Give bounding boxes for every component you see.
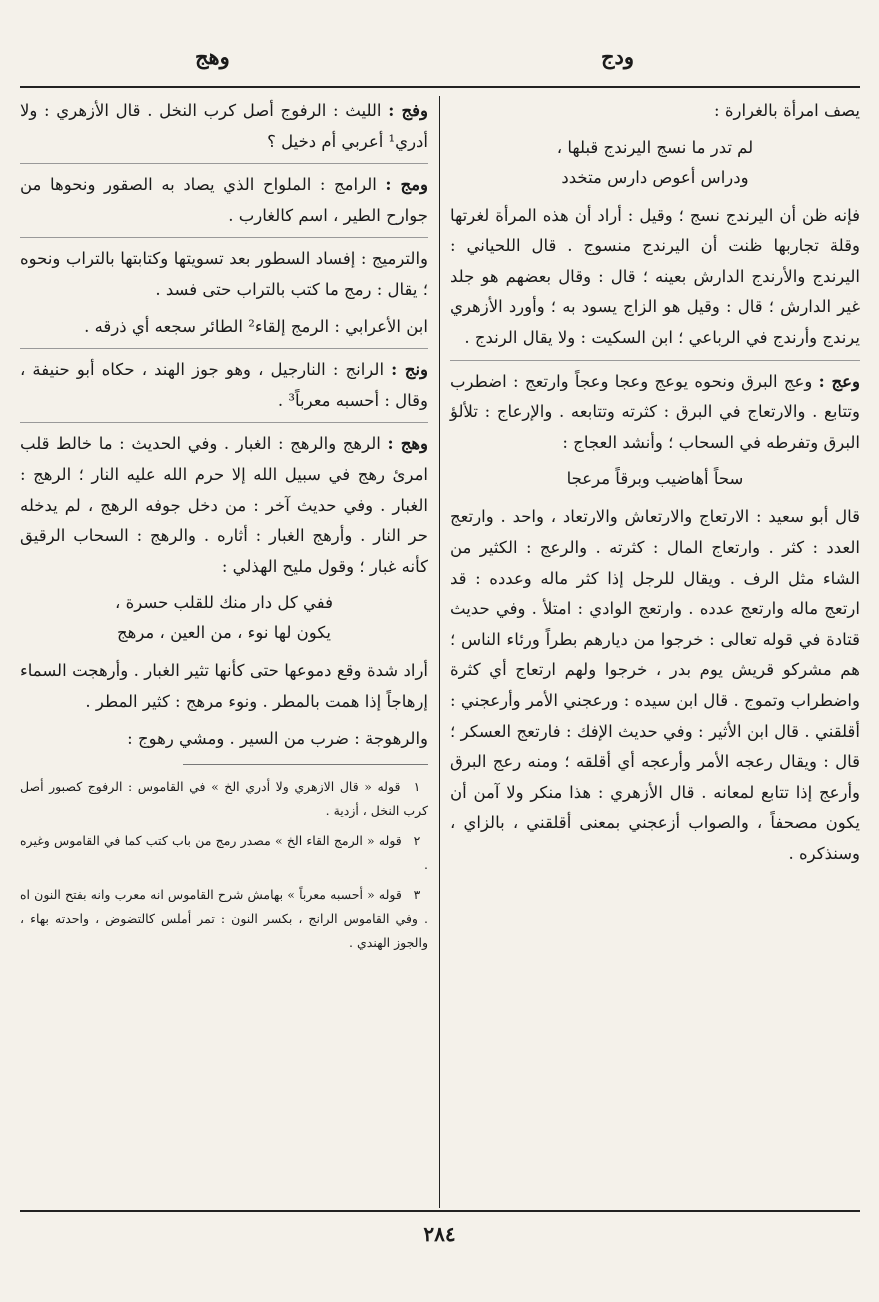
verse-line: يكون لها نوء ، من العين ، مرهج — [116, 623, 332, 643]
footnote-text: قوله « أحسبه معرباً » بهامش شرح القاموس انه معرب وانه بفتح النون اه . وفي القاموس الرانج ، بكسر النون : تمر أملس كالتضوض ، واحدته بهاء ، والجوز الهندي . — [20, 887, 428, 951]
headword: ونج : — [391, 360, 429, 380]
right-column — [450, 96, 860, 875]
headword: وفج : — [388, 101, 428, 120]
verse-line: ففي كل دار منك للقلب حسرة ، — [115, 593, 333, 613]
entry-separator — [450, 360, 860, 361]
entry-separator — [20, 348, 428, 349]
headword: ومج : — [385, 175, 429, 195]
entry-text: الليث : الرفوج أصل كرب النخل . قال الأزهري : ولا أدري¹ أعربي أم دخيل ؟ — [20, 101, 428, 151]
column-divider — [439, 96, 440, 1208]
footnote — [20, 883, 428, 955]
entry-text: الرهج والرهج : الغبار . وفي الحديث : ما خالط قلب امرئ رهج في سبيل الله إلا حرم الله عليه النار ؛ الرهج : الغبار . وفي حديث آخر : من دخل جوفه الرهج ، لم يدخله حر النار . وأرهج الغبار : أثاره . والرهج : السحاب الرقيق كأنه غبار ؛ وقول مليح الهذلي : — [20, 434, 428, 576]
entry-text: الرامج : الملواح الذي يصاد به الصقور ونحوها من جوارح الطير ، اسم كالغارب . — [20, 175, 428, 225]
paragraph: يصف امرأة بالغرارة : — [714, 101, 860, 120]
left-column — [20, 96, 428, 961]
entry — [20, 355, 428, 416]
footnote — [20, 829, 428, 877]
page-number: ٢٨٤ — [423, 1222, 456, 1246]
paragraph: فإنه ظن أن اليرندج نسج ؛ وقيل : أراد أن هذه المرأة لغرتها وقلة تجاربها ظنت أن اليرندج منسوج . قال اللحياني : اليرندج والأرندج الدارش بعينه ؛ قال : وقال بعضهم هو جلد غير الدارش ؛ قال : وقيل هو الزاج يسود به ؛ وأورد الأزهري يرندج وأرندج في الرباعي ؛ ابن السكيت : ولا يقال الرندج . — [450, 205, 860, 347]
entry-text: وعج البرق ونحوه يوعج وعجا وعجاً وارتعج : اضطرب وتتابع . والارتعاج في البرق : كثرته وتتابعه . والإرعاج : تلألؤ البرق وتفرطه في السحاب ؛ وأنشد العجاج : — [450, 371, 860, 452]
footnote-number: ٣ — [413, 887, 421, 903]
footnote-text: قوله « الرمج القاء الخ » مصدر رمج من باب كتب كما في القاموس وغيره . — [20, 833, 428, 873]
footnote-text: قوله « قال الازهري ولا أدري الخ » في القاموس : الرفوج كصبور أصل كرب النخل ، أزدية . — [20, 779, 428, 819]
footnote-number: ١ — [413, 779, 421, 795]
paragraph: والترميج : إفساد السطور بعد تسويتها وكتابتها بالتراب ونحوه ؛ يقال : رمج ما كتب بالتراب حتى فسد . — [20, 249, 428, 299]
verse — [20, 588, 428, 648]
top-rule — [20, 86, 860, 88]
entry — [450, 367, 860, 459]
headword: وهج : — [387, 434, 429, 454]
verse-line: سحاً أهاضيب وبرقاً مرعجا — [566, 469, 744, 489]
bottom-rule — [20, 1210, 860, 1212]
running-head-right: ودج — [600, 44, 634, 69]
footnotes — [20, 775, 428, 955]
entry — [20, 170, 428, 231]
verse-line: ودراس أعوص دارس متخدد — [561, 167, 749, 187]
entry-separator — [20, 237, 428, 238]
entry — [20, 96, 428, 157]
paragraph: والرهوجة : ضرب من السير . ومشي رهوج : — [127, 728, 428, 748]
entry-separator — [20, 163, 428, 164]
paragraph: قال أبو سعيد : الارتعاج والارتعاش والارتعاد ، واحد . وارتعج العدد : كثر . وارتعاج المال : كثرته . والرعج : الكثير من الشاء مثل الرف . ويقال للرجل إذا كثر ماله وعدده : قد ارتعج ماله وارتعج عدده . وارتعج الوادي : امتلأ . وفي حديث قتادة في قوله تعالى : خرجوا من ديارهم بطراً ورئاء الناس ؛ هم مشركو قريش يوم بدر ، خرجوا ولهم ارتعاج أي كثرة واضطراب وتموج . قال ابن سيده : ورعجني الأمر وأرعجني : أقلقني . قال ابن الأثير : وفي حديث الإفك : فارتعج العسكر ؛ قال : ويقال رعجه الأمر وأرعجه أي أقلقه ؛ ومنه رعج البرق وأرعج إذا تتابع لمعانه . قال الأزهري : هذا منكر ولا آمن أن يكون مصحفاً ، والصواب أزعجني بمعنى أقلقني ، بالزاي ، وسنذكره . — [450, 507, 860, 863]
verse — [450, 464, 860, 494]
paragraph: ابن الأعرابي : الرمج إلقاء² الطائر سجعه أي ذرقه . — [84, 316, 428, 336]
footnote — [20, 775, 428, 823]
entry-text: الرانج : النارجيل ، وهو جوز الهند ، حكاه أبو حنيفة ، وقال : أحسبه معرباً³ . — [20, 360, 428, 410]
footnote-number: ٢ — [413, 833, 421, 849]
verse-line: لم تدر ما نسج اليرندج قبلها ، — [556, 137, 754, 157]
entry — [20, 429, 428, 582]
footnote-separator — [183, 764, 428, 765]
headword: وعج : — [818, 371, 860, 391]
running-head-left: وهج — [195, 44, 230, 69]
verse — [450, 133, 860, 193]
entry-separator — [20, 422, 428, 423]
paragraph: أراد شدة وقع دموعها حتى كأنها تثير الغبار . وأرهجت السماء إرهاجاً إذا همت بالمطر . ونوء مرهج : كثير المطر . — [20, 661, 428, 711]
